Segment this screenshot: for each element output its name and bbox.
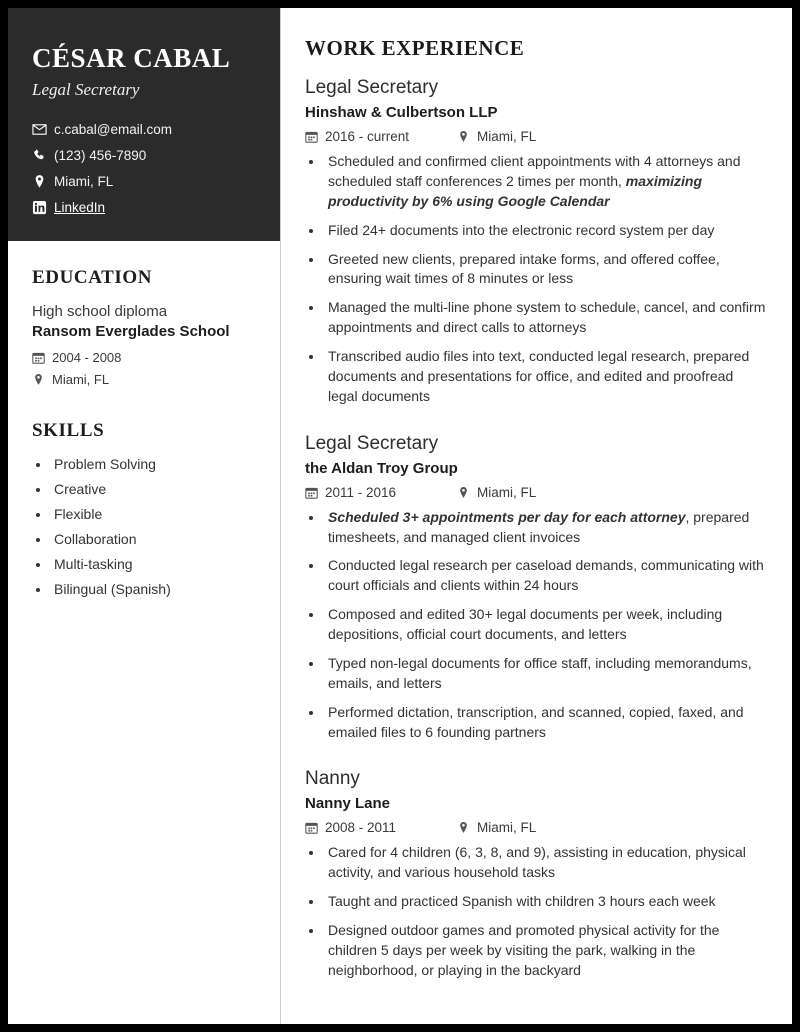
contact-email[interactable] [32,122,256,137]
list-item [324,921,766,981]
education-section-title: EDUCATION [32,267,153,288]
job-company: the Aldan Troy Group [305,459,458,477]
list-item: • Creative [51,481,256,497]
experience-section-title: WORK EXPERIENCE [305,36,525,60]
job-location [457,820,536,835]
job-title: Legal Secretary [305,432,439,454]
job-dates-text: 2008 - 2011 [325,820,397,836]
education-location [32,372,256,387]
duty-text: Scheduled and confirmed client appointments with 4 attorneys and scheduled staff conferences 2 times per month, [328,153,741,189]
envelope-icon [32,122,54,137]
duty-text: Transcribed audio files into text, conducted legal research, prepared documents and presentations for office, and edited and proofread legal documents [328,348,750,404]
list-item [324,654,766,694]
education-location-text: Miami, FL [52,372,110,387]
education-school: Ransom Everglades School [32,323,230,340]
list-item [324,152,766,212]
location-pin-icon [32,373,52,386]
job-meta [305,129,766,144]
duty-text: Filed 24+ documents into the electronic record system per day [328,221,715,238]
list-item: • Bilingual (Spanish) [51,581,256,597]
list-item [324,221,766,241]
list-item: • Flexible [51,506,256,522]
contact-linkedin[interactable] [32,200,256,215]
duty-text: Greeted new clients, prepared intake forms, and offered coffee, ensuring wait times of 8 minutes or less [328,250,720,287]
duty-text: Performed dictation, transcription, and scanned, copied, faxed, and emailed files to 6 founding partners [328,703,744,740]
contact-phone[interactable] [32,148,256,163]
education-degree: High school diploma [32,303,168,320]
job-dates-text: 2016 - current [325,129,410,144]
phone-icon [32,148,54,163]
job-location-text: Miami, FL [477,484,537,500]
job-location-text: Miami, FL [477,820,537,836]
contact-linkedin-text[interactable]: LinkedIn [54,199,106,215]
calendar-icon [32,351,52,364]
list-item [324,843,766,883]
experience-item [305,433,766,743]
header-role: Legal Secretary [32,79,140,99]
job-dates [305,485,457,500]
job-dates [305,129,457,144]
location-pin-icon [457,821,477,834]
list-item [324,250,766,290]
job-meta [305,820,766,835]
job-company: Nanny Lane [305,795,391,813]
skills-section-title: SKILLS [32,420,105,441]
duty-text: Cared for 4 children (6, 3, 8, and 9), assisting in education, physical activity, and various household tasks [328,844,746,881]
calendar-icon [305,130,325,143]
list-item [324,605,766,645]
list-item [324,892,766,912]
location-pin-icon [457,130,477,143]
left-body [8,241,280,616]
job-title: Nanny [305,768,360,790]
job-location-text: Miami, FL [477,129,537,144]
education-dates [32,350,256,365]
job-location [457,485,536,500]
job-location [457,129,536,144]
duty-text: Composed and edited 30+ legal documents per week, including depositions, official court documents, and letters [328,606,723,642]
page-title: CÉSAR CABAL [32,43,231,73]
job-title: Legal Secretary [305,77,439,98]
contact-email-text: c.cabal@email.com [54,121,172,137]
calendar-icon [305,821,325,834]
contact-location [32,174,256,189]
education-dates-text: 2004 - 2008 [52,350,122,365]
header-block [8,8,280,241]
duty-text: Conducted legal research per caseload demands, communicating with court officials and clients within 24 hours [328,557,764,594]
job-duties [305,152,766,407]
duty-text: Designed outdoor games and promoted physical activity for the children 5 days per week by visiting the park, walking in the neighborhood, or playing in the backyard [328,922,720,978]
location-pin-icon [457,486,477,499]
linkedin-icon [32,200,54,215]
list-item [324,556,766,596]
contact-phone-text: (123) 456-7890 [54,147,147,163]
resume-sheet [8,8,792,1024]
left-column [8,8,280,1024]
duty-text: Taught and practiced Spanish with children 3 hours each week [328,893,716,910]
spacer [32,394,256,420]
job-duties [305,843,766,980]
job-company: Hinshaw & Culbertson LLP [305,104,498,121]
right-column [281,8,792,1024]
skills-list [32,456,256,597]
duty-text-post: , prepared timesheets, and managed client invoices [328,508,750,545]
duty-text: Typed non-legal documents for office staff, including memorandums, emails, and letters [328,654,752,691]
experience-item [305,77,766,407]
duty-text: Managed the multi-line phone system to schedule, cancel, and confirm appointments and direct calls to attorneys [328,299,766,336]
list-item [324,298,766,338]
experience-item [305,768,766,980]
contact-location-text: Miami, FL [54,173,114,189]
job-dates-text: 2011 - 2016 [325,484,397,500]
list-item [324,508,766,548]
duty-emphasis: Scheduled 3+ appointments per day for each attorney [328,508,686,525]
location-pin-icon [32,174,54,189]
list-item [324,347,766,407]
duty-emphasis: maximizing productivity by 6% using Google Calendar [328,172,703,209]
job-duties [305,508,766,743]
list-item: • Problem Solving [51,456,256,472]
list-item [324,703,766,743]
job-dates [305,820,457,835]
calendar-icon [305,486,325,499]
job-meta [305,485,766,500]
list-item: • Collaboration [51,531,256,547]
list-item: • Multi-tasking [51,556,256,572]
